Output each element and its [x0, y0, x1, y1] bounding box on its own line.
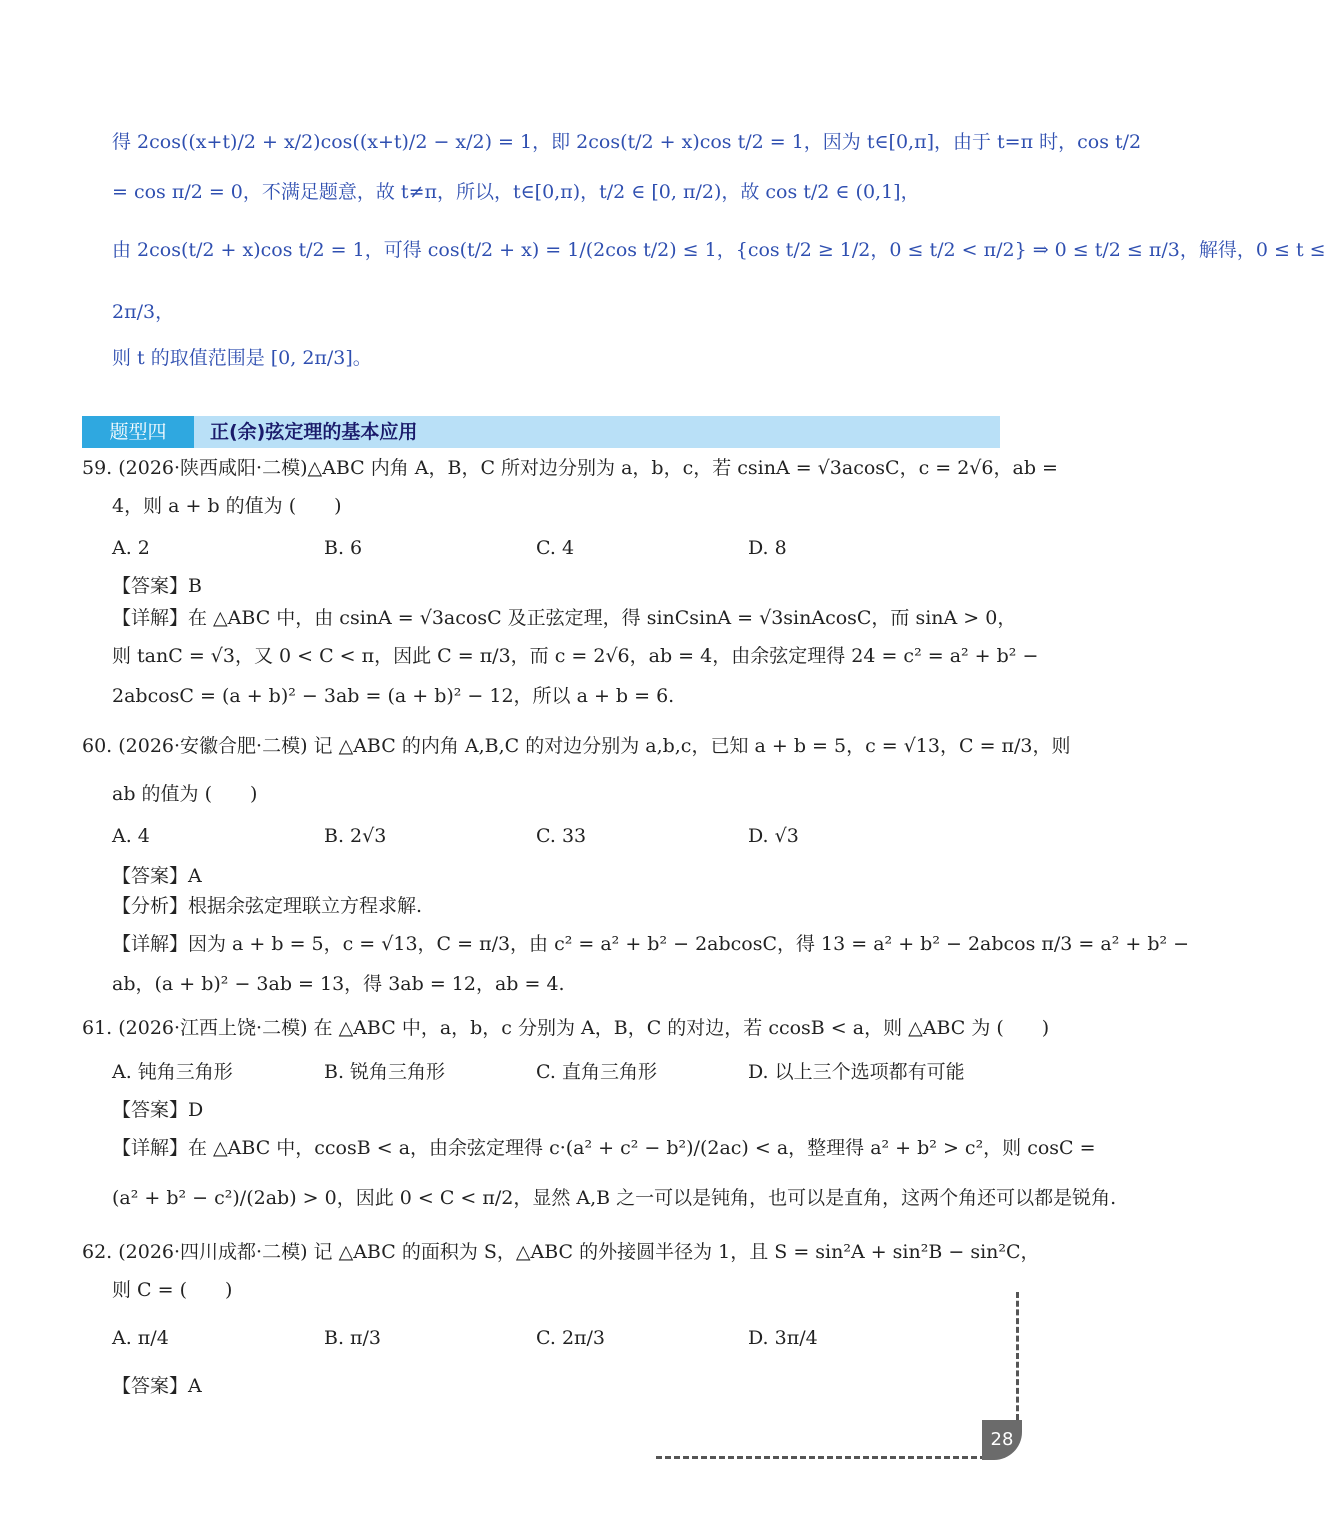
option-d: D. 8 [748, 537, 787, 559]
explanation-line: ab，(a + b)² − 3ab = 13，得 3ab = 12，ab = 4. [112, 973, 565, 995]
page-border-dashed-horizontal [656, 1456, 986, 1459]
solution-line: 则 t 的取值范围是 [0, 2π/3]。 [112, 347, 372, 369]
answer: 【答案】A [112, 865, 202, 887]
option-c: C. 2π/3 [536, 1327, 606, 1349]
explanation-line: 2abcosC = (a + b)² − 3ab = (a + b)² − 12，所以 a + b = 6. [112, 685, 675, 707]
solution-line: 由 2cos(t/2 + x)cos t/2 = 1，可得 cos(t/2 + x) = 1/(2cos t/2) ≤ 1，{cos t/2 ≥ 1/2，0 ≤ t/2 < π/2} ⇒ 0 ≤ t/2 ≤ π/3，解得，0 ≤ t ≤ [112, 239, 1326, 261]
option-b: B. π/3 [324, 1327, 382, 1349]
question-59-stem: 4，则 a + b 的值为 ( ) [112, 495, 342, 517]
answer: 【答案】B [112, 575, 202, 597]
option-b: B. 锐角三角形 [324, 1061, 446, 1083]
answer: 【答案】D [112, 1099, 204, 1121]
question-60-stem: ab 的值为 ( ) [112, 783, 258, 805]
analysis: 【分析】根据余弦定理联立方程求解. [112, 895, 423, 917]
question-62-stem: 则 C = ( ) [112, 1279, 233, 1301]
section-tag: 题型四 [82, 416, 194, 448]
explanation-line: 【详解】因为 a + b = 5，c = √13，C = π/3，由 c² = a² + b² − 2abcosC，得 13 = a² + b² − 2abcos π/3 = a² + b² − [112, 933, 1190, 955]
option-a: A. 钝角三角形 [112, 1061, 233, 1083]
section-header [82, 416, 1000, 448]
option-a: A. 4 [112, 825, 150, 847]
solution-line: 2π/3， [112, 301, 175, 323]
option-c: C. 4 [536, 537, 575, 559]
question-59-stem: 59. (2026·陕西咸阳·二模)△ABC 内角 A，B，C 所对边分别为 a，b，c，若 csinA = √3acosC，c = 2√6，ab = [82, 457, 1058, 479]
question-61-stem: 61. (2026·江西上饶·二模) 在 △ABC 中，a，b，c 分别为 A，B，C 的对边，若 ccosB < a，则 △ABC 为 ( ) [82, 1017, 1050, 1039]
option-d: D. √3 [748, 825, 799, 847]
option-c: C. 33 [536, 825, 587, 847]
option-b: B. 2√3 [324, 825, 387, 847]
question-60-stem: 60. (2026·安徽合肥·二模) 记 △ABC 的内角 A,B,C 的对边分别为 a,b,c，已知 a + b = 5，c = √13，C = π/3，则 [82, 735, 1071, 757]
page-border-dashed-vertical [1016, 1292, 1019, 1420]
option-c: C. 直角三角形 [536, 1061, 657, 1083]
page-number: 28 [982, 1420, 1022, 1460]
solution-line: = cos π/2 = 0，不满足题意，故 t≠π，所以，t∈[0,π)，t/2 ∈ [0, π/2)，故 cos t/2 ∈ (0,1]， [112, 181, 920, 203]
section-title: 正(余)弦定理的基本应用 [210, 421, 418, 443]
explanation-line: 【详解】在 △ABC 中，由 csinA = √3acosC 及正弦定理，得 sinCsinA = √3sinAcosC，而 sinA > 0， [112, 607, 1017, 629]
solution-line: 得 2cos((x+t)/2 + x/2)cos((x+t)/2 − x/2) = 1，即 2cos(t/2 + x)cos t/2 = 1，因为 t∈[0,π]，由于 t=π 时，cos t/2 [112, 131, 1142, 153]
question-62-stem: 62. (2026·四川成都·二模) 记 △ABC 的面积为 S，△ABC 的外接圆半径为 1，且 S = sin²A + sin²B − sin²C， [82, 1241, 1040, 1263]
explanation-line: (a² + b² − c²)/(2ab) > 0，因此 0 < C < π/2，显然 A,B 之一可以是钝角，也可以是直角，这两个角还可以都是锐角. [112, 1187, 1117, 1209]
option-b: B. 6 [324, 537, 363, 559]
option-a: A. 2 [112, 537, 150, 559]
option-d: D. 以上三个选项都有可能 [748, 1061, 965, 1083]
explanation-line: 则 tanC = √3，又 0 < C < π，因此 C = π/3，而 c = 2√6，ab = 4，由余弦定理得 24 = c² = a² + b² − [112, 645, 1039, 667]
option-d: D. 3π/4 [748, 1327, 818, 1349]
explanation-line: 【详解】在 △ABC 中，ccosB < a，由余弦定理得 c·(a² + c² − b²)/(2ac) < a，整理得 a² + b² > c²，则 cosC = [112, 1137, 1096, 1159]
option-a: A. π/4 [112, 1327, 169, 1349]
answer: 【答案】A [112, 1375, 202, 1397]
